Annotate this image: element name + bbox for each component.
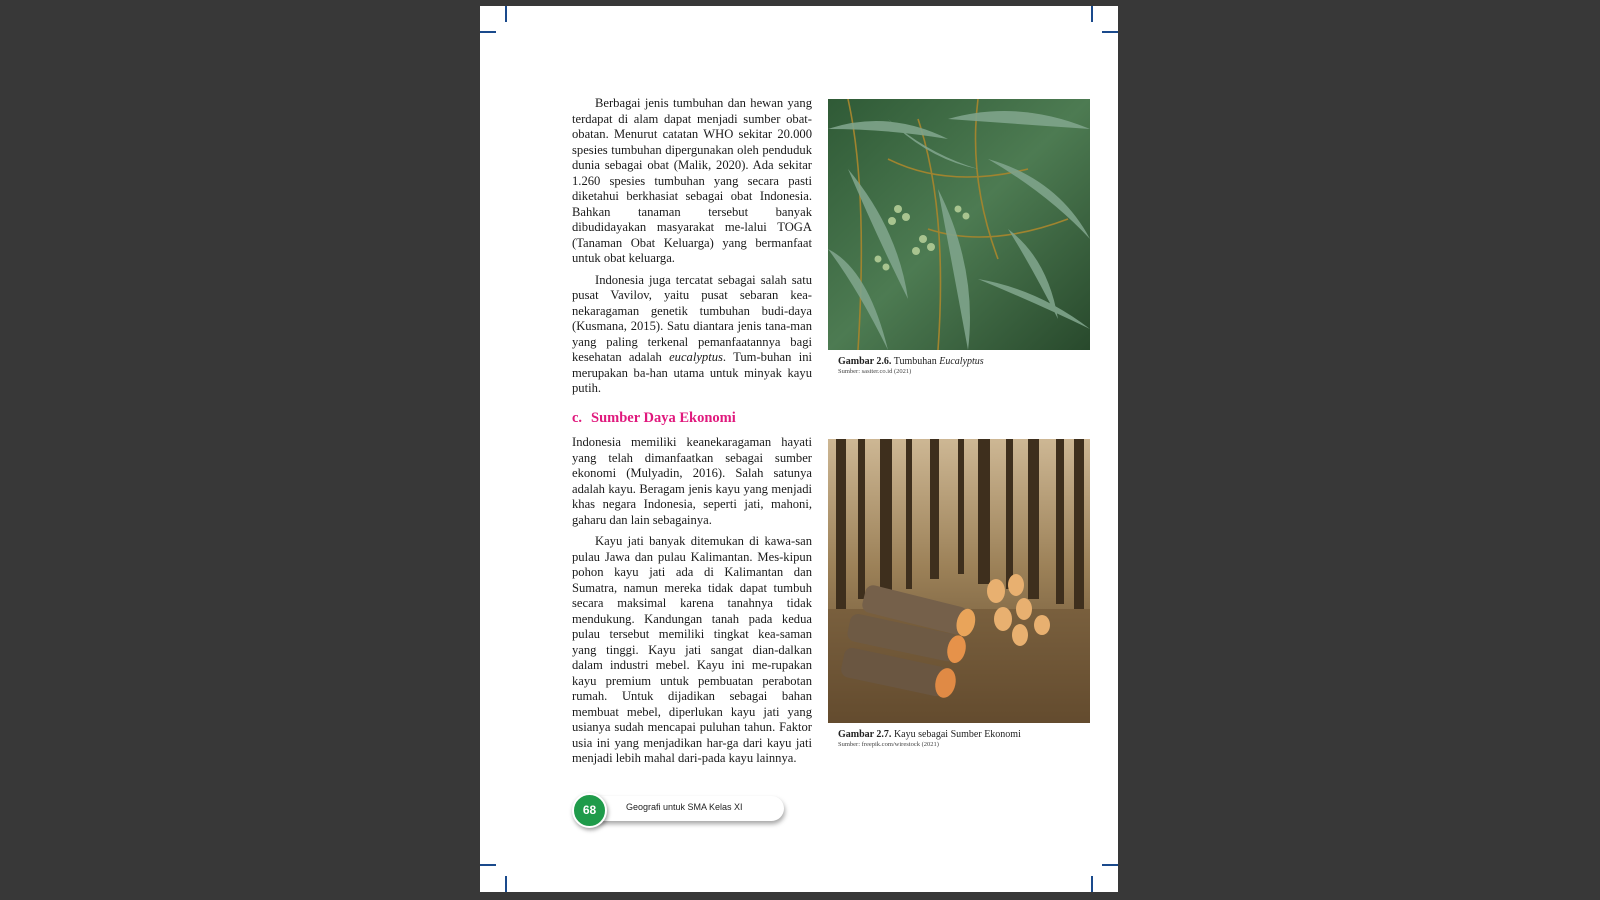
figure-eucalyptus	[828, 99, 1090, 376]
crop-mark-top-left-v	[505, 6, 507, 22]
paragraph-vavilov-text-a: Indonesia juga tercatat sebagai salah satu pusat Vavilov, yaitu pusat sebaran kea-nekaragaman genetik tumbuhan budi-daya (Kusmana, 2015). Satu diantara jenis tana-man yang paling terkenal pemanfaatannya bagi kesehatan adalah	[572, 272, 812, 364]
figure-source: Sumber: freepik.com/wirestock (2021)	[838, 741, 939, 748]
paragraph-teak: Kayu jati banyak ditemukan di kawa-san pulau Jawa dan pulau Kalimantan. Mes-kipun pohon kayu jati ada di Kalimantan dan Sumatra, namun mereka tidak dapat tumbuh secara maksimal karena tanahnya tidak mendukung. Kandungan tanah pada kedua pulau tersebut memiliki tingkat kea-saman yang tinggi. Kayu jati sangat dian-dalkan dalam industri mebel. Kayu ini me-rupakan kayu premium untuk pembuatan perabotan rumah. Untuk dijadikan sebagai bahan membuat mebel, diperlukan kayu jati yang usianya sudah mencapai puluhan tahun. Faktor usia ini yang menjadikan har-ga dari kayu jati menjadi lebih mahal dari-pada kayu lainnya.	[572, 534, 812, 765]
paragraph-economy: Indonesia memiliki keanekaragaman hayati yang telah dimanfaatkan sebagai sumber ekonomi (Mulyadin, 2016). Salah satunya adalah kayu. Beragam jenis kayu yang menjadi khas negara Indonesia, seperti jati, mahoni, gaharu dan lain sebagainya.	[572, 435, 812, 527]
figure-caption-italic: Eucalyptus	[939, 356, 984, 367]
figure-label: Gambar 2.7.	[838, 729, 892, 740]
body-text-column	[572, 96, 812, 773]
figure-label: Gambar 2.6.	[838, 356, 892, 367]
eucalyptus-photo	[828, 99, 1090, 350]
section-title: Sumber Daya Ekonomi	[591, 409, 736, 426]
section-letter: c.	[572, 409, 583, 426]
paragraph-vavilov-italic: eucalyptus	[669, 350, 723, 364]
crop-mark-bottom-right-v	[1091, 876, 1093, 892]
figure-timber	[828, 439, 1090, 749]
crop-mark-bottom-right-h	[1102, 864, 1118, 866]
figure-caption-text: Tumbuhan	[893, 356, 940, 367]
figure-caption-text: Kayu sebagai Sumber Ekonomi	[893, 729, 1021, 740]
crop-mark-top-right-v	[1091, 6, 1093, 22]
crop-mark-top-right-h	[1102, 31, 1118, 33]
crop-mark-bottom-left-v	[505, 876, 507, 892]
crop-mark-bottom-left-h	[480, 864, 496, 866]
paragraph-medicine: Berbagai jenis tumbuhan dan hewan yang terdapat di alam dapat menjadi sumber obat-obatan. Menurut catatan WHO sekitar 20.000 spesies tumbuhan dipergunakan oleh penduduk dunia sebagai obat (Malik, 2020). Ada sekitar 1.260 spesies tumbuhan yang secara pasti diketahui berkhasiat sebagai obat Indonesia. Bahkan tanaman tersebut banyak dibudidayakan masyarakat me-lalui TOGA (Tanaman Obat Keluarga) yang bermanfaat untuk obat keluarga.	[572, 96, 812, 265]
timber-photo	[828, 439, 1090, 723]
section-heading	[572, 411, 812, 427]
figure-caption-2-7	[838, 729, 1090, 741]
footer-title-pill	[584, 796, 784, 821]
paragraph-vavilov	[572, 273, 812, 397]
figure-caption-2-6	[838, 356, 1090, 368]
page-number-badge: 68	[572, 793, 607, 828]
footer-book-title: Geografi untuk SMA Kelas XI	[626, 802, 743, 812]
figure-source: Sumber: sasiter.co.id (2021)	[838, 368, 912, 375]
crop-mark-top-left-h	[480, 31, 496, 33]
paragraph-vavilov-text-b: . Tum-buhan ini merupakan ba-han utama untuk minyak kayu putih.	[572, 350, 812, 395]
document-page	[480, 6, 1118, 892]
